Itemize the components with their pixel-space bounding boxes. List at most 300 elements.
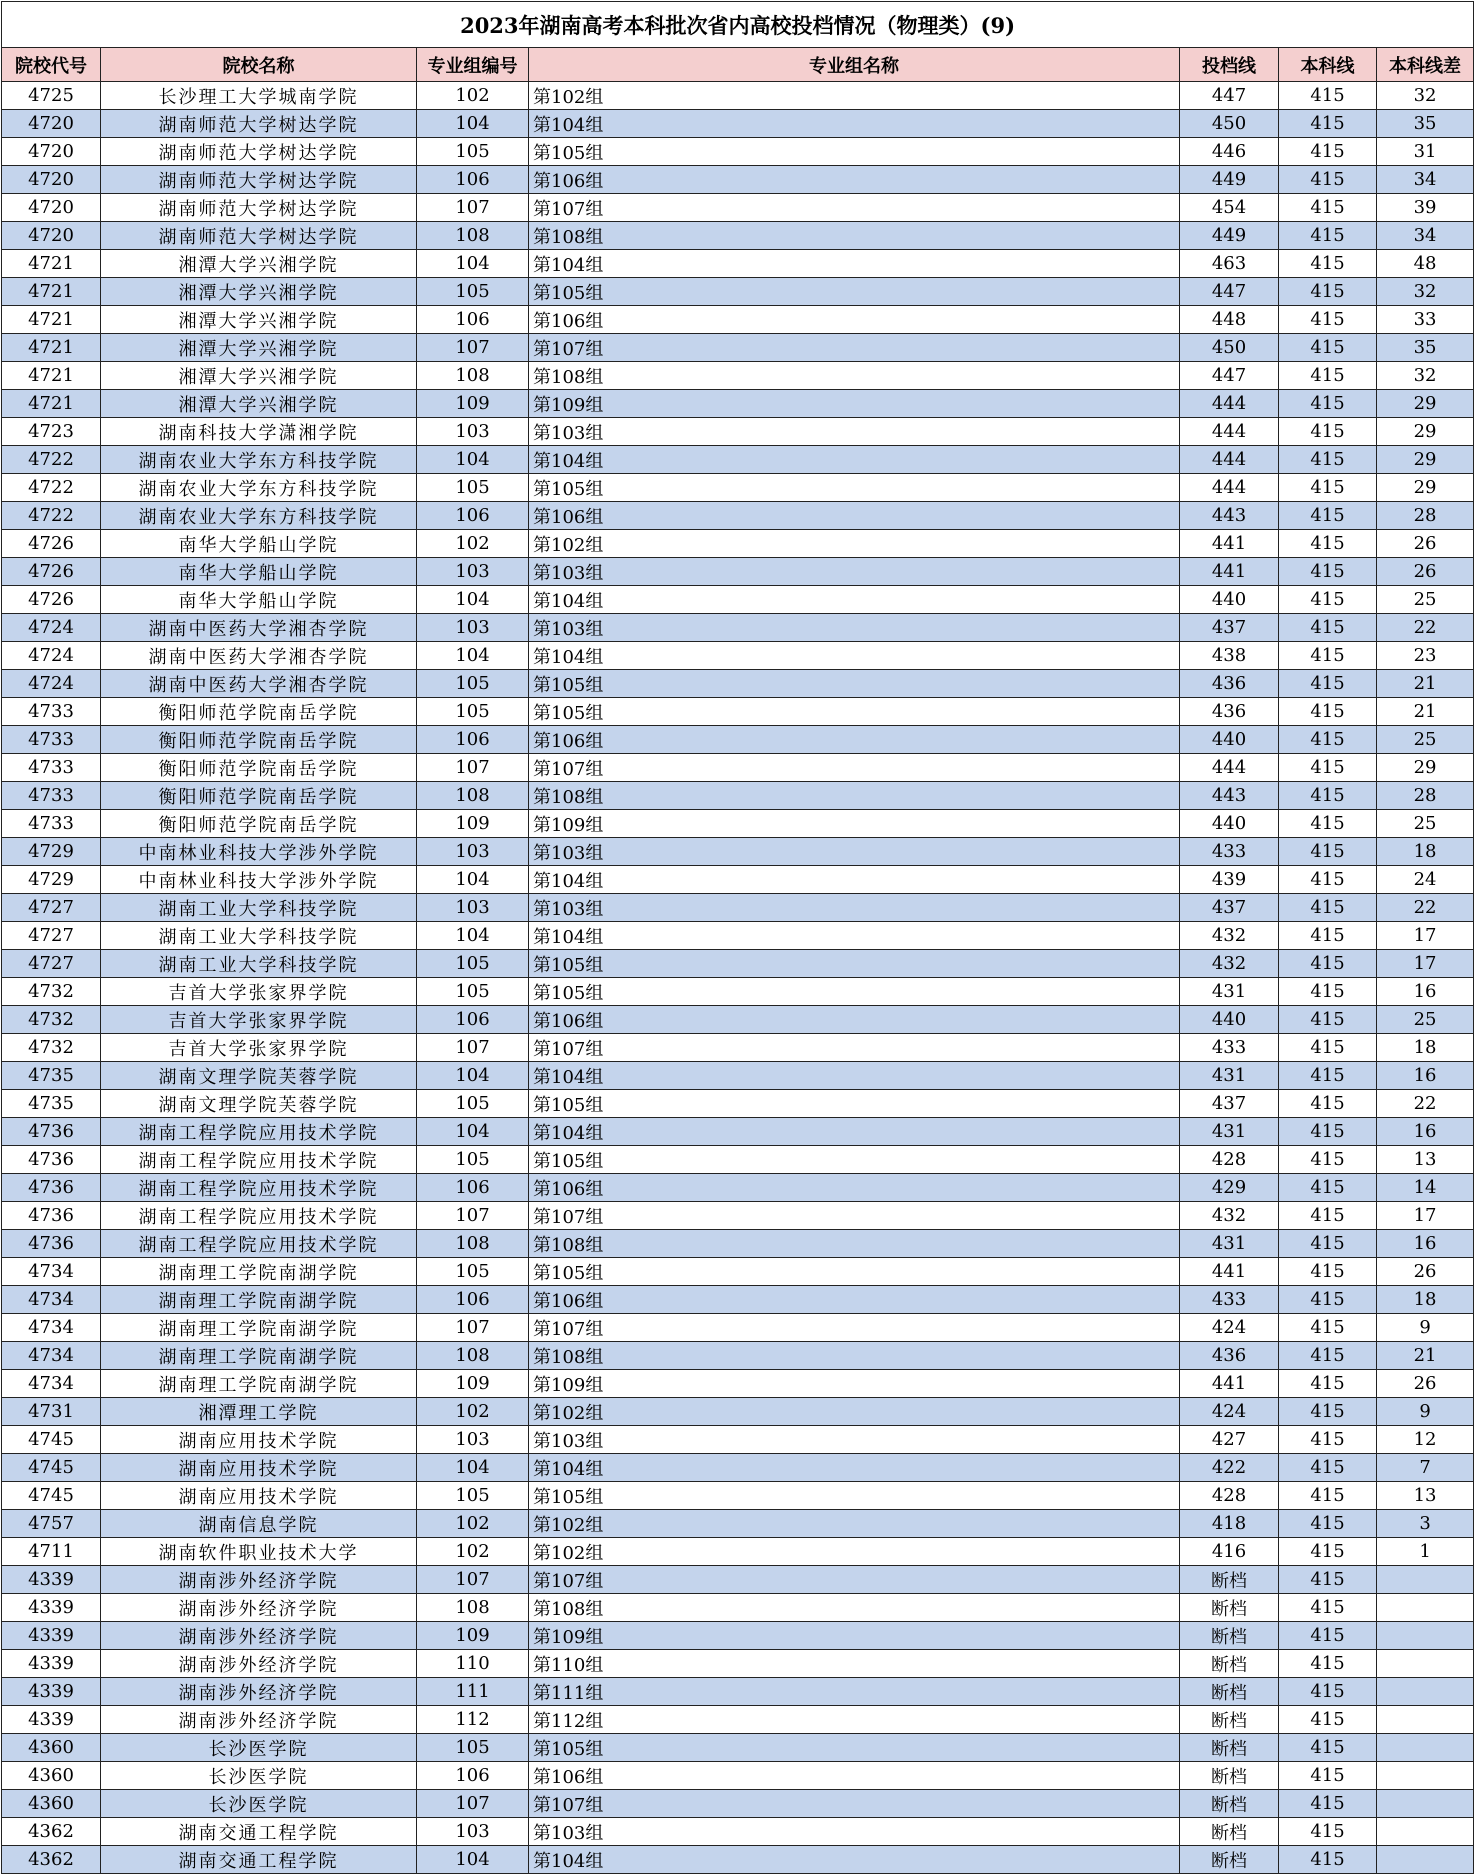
cell-school-name: 湘潭理工学院 <box>101 1398 417 1426</box>
cell-group-number: 107 <box>417 754 529 782</box>
cell-baseline-score: 415 <box>1279 362 1377 390</box>
cell-baseline-score: 415 <box>1279 894 1377 922</box>
cell-score-difference: 34 <box>1377 222 1474 250</box>
cell-group-name: 第108组 <box>529 1230 1180 1258</box>
cell-group-number: 103 <box>417 1818 529 1846</box>
cell-score-difference: 22 <box>1377 1090 1474 1118</box>
cell-group-name: 第105组 <box>529 1258 1180 1286</box>
cell-score-difference <box>1377 1566 1474 1594</box>
cell-school-name: 中南林业科技大学涉外学院 <box>101 866 417 894</box>
cell-score-difference <box>1377 1650 1474 1678</box>
cell-school-code: 4736 <box>2 1202 101 1230</box>
cell-school-name: 南华大学船山学院 <box>101 558 417 586</box>
cell-cutoff-score: 432 <box>1180 922 1279 950</box>
cell-group-number: 103 <box>417 1426 529 1454</box>
cell-cutoff-score: 断档 <box>1180 1678 1279 1706</box>
cell-cutoff-score: 447 <box>1180 82 1279 110</box>
table-row <box>2 1734 1474 1762</box>
table-row <box>2 250 1474 278</box>
cell-cutoff-score: 441 <box>1180 1258 1279 1286</box>
table-row <box>2 614 1474 642</box>
cell-baseline-score: 415 <box>1279 1286 1377 1314</box>
table-row <box>2 1090 1474 1118</box>
table-row <box>2 1006 1474 1034</box>
cell-school-name: 湖南理工学院南湖学院 <box>101 1286 417 1314</box>
cell-school-code: 4726 <box>2 586 101 614</box>
cell-group-number: 109 <box>417 1622 529 1650</box>
cell-school-name: 湖南工业大学科技学院 <box>101 894 417 922</box>
cell-baseline-score: 415 <box>1279 614 1377 642</box>
cell-baseline-score: 415 <box>1279 698 1377 726</box>
cell-school-code: 4733 <box>2 698 101 726</box>
cell-cutoff-score: 424 <box>1180 1314 1279 1342</box>
cell-school-code: 4721 <box>2 334 101 362</box>
cell-school-name: 南华大学船山学院 <box>101 586 417 614</box>
cell-score-difference: 29 <box>1377 390 1474 418</box>
table-row <box>2 530 1474 558</box>
cell-baseline-score: 415 <box>1279 922 1377 950</box>
cell-group-name: 第103组 <box>529 1426 1180 1454</box>
cell-group-name: 第111组 <box>529 1678 1180 1706</box>
cell-cutoff-score: 431 <box>1180 978 1279 1006</box>
cell-baseline-score: 415 <box>1279 1230 1377 1258</box>
cell-cutoff-score: 440 <box>1180 586 1279 614</box>
cell-school-name: 湖南中医药大学湘杏学院 <box>101 642 417 670</box>
cell-baseline-score: 415 <box>1279 1426 1377 1454</box>
cell-school-name: 湘潭大学兴湘学院 <box>101 362 417 390</box>
cell-cutoff-score: 断档 <box>1180 1566 1279 1594</box>
cell-cutoff-score: 416 <box>1180 1538 1279 1566</box>
cell-group-name: 第109组 <box>529 1370 1180 1398</box>
cell-school-name: 湖南工业大学科技学院 <box>101 922 417 950</box>
cell-score-difference <box>1377 1622 1474 1650</box>
table-row <box>2 894 1474 922</box>
cell-score-difference: 32 <box>1377 82 1474 110</box>
cell-cutoff-score: 431 <box>1180 1118 1279 1146</box>
cell-cutoff-score: 431 <box>1180 1230 1279 1258</box>
cell-group-number: 112 <box>417 1706 529 1734</box>
cell-school-code: 4339 <box>2 1566 101 1594</box>
table-row <box>2 1622 1474 1650</box>
table-row <box>2 866 1474 894</box>
cell-school-name: 湖南师范大学树达学院 <box>101 194 417 222</box>
cell-baseline-score: 415 <box>1279 138 1377 166</box>
cell-group-number: 105 <box>417 474 529 502</box>
cell-school-code: 4734 <box>2 1314 101 1342</box>
table-row <box>2 1370 1474 1398</box>
cell-baseline-score: 415 <box>1279 418 1377 446</box>
cell-group-number: 104 <box>417 1846 529 1874</box>
cell-school-code: 4732 <box>2 978 101 1006</box>
cell-baseline-score: 415 <box>1279 502 1377 530</box>
cell-group-number: 102 <box>417 530 529 558</box>
cell-school-code: 4733 <box>2 782 101 810</box>
cell-school-code: 4360 <box>2 1734 101 1762</box>
cell-score-difference: 39 <box>1377 194 1474 222</box>
cell-cutoff-score: 418 <box>1180 1510 1279 1538</box>
cell-school-name: 长沙医学院 <box>101 1790 417 1818</box>
table-row <box>2 1538 1474 1566</box>
cell-baseline-score: 415 <box>1279 110 1377 138</box>
table-row <box>2 1034 1474 1062</box>
cell-group-number: 109 <box>417 390 529 418</box>
cell-cutoff-score: 444 <box>1180 390 1279 418</box>
cell-school-code: 4720 <box>2 194 101 222</box>
cell-cutoff-score: 断档 <box>1180 1706 1279 1734</box>
cell-school-code: 4757 <box>2 1510 101 1538</box>
cell-school-name: 湖南工程学院应用技术学院 <box>101 1230 417 1258</box>
cell-school-name: 湖南涉外经济学院 <box>101 1678 417 1706</box>
cell-baseline-score: 415 <box>1279 810 1377 838</box>
cell-baseline-score: 415 <box>1279 1650 1377 1678</box>
cell-school-name: 南华大学船山学院 <box>101 530 417 558</box>
cell-group-name: 第104组 <box>529 922 1180 950</box>
table-row <box>2 1762 1474 1790</box>
cell-cutoff-score: 436 <box>1180 698 1279 726</box>
table-row <box>2 1818 1474 1846</box>
cell-group-name: 第105组 <box>529 278 1180 306</box>
cell-score-difference <box>1377 1594 1474 1622</box>
cell-baseline-score: 415 <box>1279 1202 1377 1230</box>
cell-school-code: 4732 <box>2 1034 101 1062</box>
cell-school-code: 4735 <box>2 1090 101 1118</box>
cell-group-name: 第104组 <box>529 1846 1180 1874</box>
cell-baseline-score: 415 <box>1279 1370 1377 1398</box>
table-row <box>2 782 1474 810</box>
cell-score-difference: 7 <box>1377 1454 1474 1482</box>
table-row <box>2 978 1474 1006</box>
cell-school-code: 4721 <box>2 390 101 418</box>
cell-group-number: 107 <box>417 1202 529 1230</box>
cell-group-name: 第106组 <box>529 1006 1180 1034</box>
cell-baseline-score: 415 <box>1279 1734 1377 1762</box>
table-row <box>2 110 1474 138</box>
cell-group-name: 第104组 <box>529 642 1180 670</box>
cell-school-name: 湖南文理学院芙蓉学院 <box>101 1090 417 1118</box>
cell-group-name: 第106组 <box>529 1762 1180 1790</box>
cell-school-name: 湖南师范大学树达学院 <box>101 222 417 250</box>
cell-school-code: 4726 <box>2 558 101 586</box>
cell-cutoff-score: 443 <box>1180 502 1279 530</box>
cell-cutoff-score: 444 <box>1180 754 1279 782</box>
cell-group-number: 103 <box>417 558 529 586</box>
cell-school-code: 4734 <box>2 1370 101 1398</box>
cell-cutoff-score: 断档 <box>1180 1622 1279 1650</box>
cell-cutoff-score: 441 <box>1180 1370 1279 1398</box>
cell-baseline-score: 415 <box>1279 1622 1377 1650</box>
cell-baseline-score: 415 <box>1279 1678 1377 1706</box>
cell-baseline-score: 415 <box>1279 1342 1377 1370</box>
cell-school-code: 4736 <box>2 1118 101 1146</box>
cell-school-code: 4720 <box>2 110 101 138</box>
cell-school-code: 4745 <box>2 1454 101 1482</box>
cell-school-code: 4745 <box>2 1482 101 1510</box>
cell-school-name: 湘潭大学兴湘学院 <box>101 250 417 278</box>
cell-school-code: 4339 <box>2 1594 101 1622</box>
cell-baseline-score: 415 <box>1279 334 1377 362</box>
cell-group-name: 第106组 <box>529 306 1180 334</box>
cell-cutoff-score: 447 <box>1180 362 1279 390</box>
cell-baseline-score: 415 <box>1279 82 1377 110</box>
cell-school-name: 湖南中医药大学湘杏学院 <box>101 614 417 642</box>
cell-baseline-score: 415 <box>1279 166 1377 194</box>
cell-baseline-score: 415 <box>1279 530 1377 558</box>
cell-school-name: 湖南工程学院应用技术学院 <box>101 1202 417 1230</box>
cell-group-name: 第103组 <box>529 1818 1180 1846</box>
cell-school-code: 4734 <box>2 1342 101 1370</box>
cell-score-difference: 9 <box>1377 1314 1474 1342</box>
cell-group-name: 第104组 <box>529 1062 1180 1090</box>
cell-school-name: 衡阳师范学院南岳学院 <box>101 810 417 838</box>
cell-cutoff-score: 450 <box>1180 110 1279 138</box>
cell-cutoff-score: 断档 <box>1180 1734 1279 1762</box>
cell-school-code: 4362 <box>2 1818 101 1846</box>
cell-school-name: 湖南涉外经济学院 <box>101 1706 417 1734</box>
cell-score-difference: 32 <box>1377 278 1474 306</box>
admission-table <box>1 1 1474 1874</box>
cell-group-number: 107 <box>417 1566 529 1594</box>
cell-group-number: 106 <box>417 502 529 530</box>
cell-school-name: 湖南涉外经济学院 <box>101 1650 417 1678</box>
table-row <box>2 334 1474 362</box>
cell-group-number: 105 <box>417 950 529 978</box>
cell-school-code: 4360 <box>2 1762 101 1790</box>
cell-cutoff-score: 438 <box>1180 642 1279 670</box>
cell-baseline-score: 415 <box>1279 1594 1377 1622</box>
cell-school-name: 衡阳师范学院南岳学院 <box>101 754 417 782</box>
cell-school-name: 湖南信息学院 <box>101 1510 417 1538</box>
cell-group-number: 104 <box>417 250 529 278</box>
cell-group-number: 107 <box>417 1314 529 1342</box>
cell-baseline-score: 415 <box>1279 194 1377 222</box>
cell-score-difference: 1 <box>1377 1538 1474 1566</box>
cell-cutoff-score: 断档 <box>1180 1846 1279 1874</box>
cell-group-number: 102 <box>417 1538 529 1566</box>
cell-school-code: 4721 <box>2 278 101 306</box>
cell-school-name: 湖南理工学院南湖学院 <box>101 1342 417 1370</box>
cell-cutoff-score: 449 <box>1180 166 1279 194</box>
cell-cutoff-score: 437 <box>1180 894 1279 922</box>
table-row <box>2 1678 1474 1706</box>
table-row <box>2 1482 1474 1510</box>
cell-group-number: 108 <box>417 1342 529 1370</box>
cell-score-difference: 34 <box>1377 166 1474 194</box>
cell-cutoff-score: 446 <box>1180 138 1279 166</box>
cell-school-code: 4725 <box>2 82 101 110</box>
cell-cutoff-score: 429 <box>1180 1174 1279 1202</box>
cell-baseline-score: 415 <box>1279 1006 1377 1034</box>
cell-score-difference: 21 <box>1377 670 1474 698</box>
cell-school-name: 吉首大学张家界学院 <box>101 1034 417 1062</box>
cell-group-number: 107 <box>417 1790 529 1818</box>
cell-group-name: 第105组 <box>529 950 1180 978</box>
cell-school-code: 4720 <box>2 138 101 166</box>
cell-cutoff-score: 444 <box>1180 474 1279 502</box>
cell-group-number: 105 <box>417 1734 529 1762</box>
cell-group-number: 104 <box>417 922 529 950</box>
cell-school-code: 4733 <box>2 726 101 754</box>
cell-school-code: 4732 <box>2 1006 101 1034</box>
cell-baseline-score: 415 <box>1279 586 1377 614</box>
table-row <box>2 1650 1474 1678</box>
cell-group-number: 108 <box>417 1230 529 1258</box>
header-group-number: 专业组编号 <box>417 48 529 82</box>
cell-school-name: 衡阳师范学院南岳学院 <box>101 726 417 754</box>
cell-baseline-score: 415 <box>1279 1706 1377 1734</box>
cell-score-difference: 26 <box>1377 530 1474 558</box>
cell-school-name: 湖南应用技术学院 <box>101 1454 417 1482</box>
cell-cutoff-score: 448 <box>1180 306 1279 334</box>
table-row <box>2 838 1474 866</box>
table-row <box>2 1398 1474 1426</box>
cell-baseline-score: 415 <box>1279 1482 1377 1510</box>
cell-score-difference: 16 <box>1377 978 1474 1006</box>
cell-group-name: 第105组 <box>529 670 1180 698</box>
cell-school-code: 4720 <box>2 166 101 194</box>
cell-cutoff-score: 断档 <box>1180 1594 1279 1622</box>
cell-school-code: 4734 <box>2 1286 101 1314</box>
cell-school-name: 湖南师范大学树达学院 <box>101 110 417 138</box>
cell-group-number: 102 <box>417 82 529 110</box>
cell-cutoff-score: 441 <box>1180 530 1279 558</box>
cell-score-difference: 25 <box>1377 1006 1474 1034</box>
table-row <box>2 950 1474 978</box>
cell-baseline-score: 415 <box>1279 1174 1377 1202</box>
cell-score-difference: 29 <box>1377 446 1474 474</box>
cell-cutoff-score: 427 <box>1180 1426 1279 1454</box>
cell-score-difference: 29 <box>1377 474 1474 502</box>
cell-cutoff-score: 断档 <box>1180 1790 1279 1818</box>
cell-baseline-score: 415 <box>1279 1146 1377 1174</box>
cell-score-difference: 16 <box>1377 1230 1474 1258</box>
cell-group-name: 第105组 <box>529 1482 1180 1510</box>
cell-group-name: 第107组 <box>529 1314 1180 1342</box>
cell-group-number: 105 <box>417 1146 529 1174</box>
cell-group-number: 108 <box>417 362 529 390</box>
table-row <box>2 222 1474 250</box>
cell-group-name: 第107组 <box>529 754 1180 782</box>
cell-group-number: 102 <box>417 1398 529 1426</box>
cell-score-difference: 29 <box>1377 418 1474 446</box>
cell-school-name: 衡阳师范学院南岳学院 <box>101 782 417 810</box>
cell-baseline-score: 415 <box>1279 1510 1377 1538</box>
cell-school-name: 湘潭大学兴湘学院 <box>101 390 417 418</box>
header-school-name: 院校名称 <box>101 48 417 82</box>
cell-score-difference: 21 <box>1377 1342 1474 1370</box>
cell-group-number: 111 <box>417 1678 529 1706</box>
cell-group-name: 第104组 <box>529 586 1180 614</box>
table-row <box>2 1790 1474 1818</box>
cell-school-code: 4731 <box>2 1398 101 1426</box>
cell-school-name: 湖南工程学院应用技术学院 <box>101 1146 417 1174</box>
cell-group-name: 第105组 <box>529 138 1180 166</box>
cell-school-name: 中南林业科技大学涉外学院 <box>101 838 417 866</box>
cell-group-number: 107 <box>417 334 529 362</box>
cell-group-number: 103 <box>417 838 529 866</box>
cell-score-difference: 17 <box>1377 950 1474 978</box>
table-row <box>2 810 1474 838</box>
cell-cutoff-score: 440 <box>1180 810 1279 838</box>
cell-school-code: 4726 <box>2 530 101 558</box>
cell-group-number: 105 <box>417 978 529 1006</box>
cell-score-difference: 13 <box>1377 1146 1474 1174</box>
table-row <box>2 1342 1474 1370</box>
cell-group-number: 103 <box>417 418 529 446</box>
table-row <box>2 82 1474 110</box>
cell-score-difference: 24 <box>1377 866 1474 894</box>
table-row <box>2 1174 1474 1202</box>
cell-baseline-score: 415 <box>1279 1790 1377 1818</box>
cell-group-name: 第107组 <box>529 1790 1180 1818</box>
cell-group-number: 106 <box>417 306 529 334</box>
cell-score-difference: 17 <box>1377 922 1474 950</box>
table-row <box>2 1062 1474 1090</box>
cell-school-name: 湖南工业大学科技学院 <box>101 950 417 978</box>
table-row <box>2 1118 1474 1146</box>
cell-cutoff-score: 439 <box>1180 866 1279 894</box>
cell-school-name: 长沙医学院 <box>101 1762 417 1790</box>
header-score-difference: 本科线差 <box>1377 48 1474 82</box>
cell-baseline-score: 415 <box>1279 1062 1377 1090</box>
cell-group-name: 第107组 <box>529 334 1180 362</box>
cell-group-name: 第108组 <box>529 1594 1180 1622</box>
cell-school-name: 长沙理工大学城南学院 <box>101 82 417 110</box>
cell-cutoff-score: 447 <box>1180 278 1279 306</box>
cell-baseline-score: 415 <box>1279 866 1377 894</box>
cell-score-difference <box>1377 1846 1474 1874</box>
cell-score-difference: 18 <box>1377 1286 1474 1314</box>
cell-baseline-score: 415 <box>1279 1846 1377 1874</box>
cell-cutoff-score: 449 <box>1180 222 1279 250</box>
cell-school-name: 湖南涉外经济学院 <box>101 1566 417 1594</box>
cell-group-number: 102 <box>417 1510 529 1538</box>
cell-score-difference: 13 <box>1377 1482 1474 1510</box>
cell-school-code: 4339 <box>2 1650 101 1678</box>
table-row <box>2 1594 1474 1622</box>
cell-school-name: 湖南农业大学东方科技学院 <box>101 474 417 502</box>
cell-school-code: 4724 <box>2 642 101 670</box>
cell-school-name: 湖南软件职业技术大学 <box>101 1538 417 1566</box>
cell-school-code: 4736 <box>2 1174 101 1202</box>
cell-school-name: 湖南师范大学树达学院 <box>101 166 417 194</box>
cell-baseline-score: 415 <box>1279 558 1377 586</box>
table-row <box>2 418 1474 446</box>
cell-score-difference: 25 <box>1377 810 1474 838</box>
cell-group-number: 104 <box>417 446 529 474</box>
cell-group-name: 第105组 <box>529 978 1180 1006</box>
cell-score-difference: 16 <box>1377 1062 1474 1090</box>
cell-score-difference: 14 <box>1377 1174 1474 1202</box>
cell-cutoff-score: 432 <box>1180 1202 1279 1230</box>
cell-school-code: 4745 <box>2 1426 101 1454</box>
cell-score-difference <box>1377 1818 1474 1846</box>
cell-group-name: 第112组 <box>529 1706 1180 1734</box>
cell-group-number: 108 <box>417 782 529 810</box>
cell-baseline-score: 415 <box>1279 1398 1377 1426</box>
table-row <box>2 922 1474 950</box>
cell-score-difference: 48 <box>1377 250 1474 278</box>
table-row <box>2 474 1474 502</box>
table-row <box>2 1286 1474 1314</box>
cell-group-name: 第109组 <box>529 390 1180 418</box>
cell-group-name: 第104组 <box>529 446 1180 474</box>
cell-group-name: 第107组 <box>529 1034 1180 1062</box>
table-row <box>2 1258 1474 1286</box>
cell-score-difference: 26 <box>1377 1258 1474 1286</box>
cell-baseline-score: 415 <box>1279 670 1377 698</box>
cell-score-difference <box>1377 1790 1474 1818</box>
cell-school-code: 4339 <box>2 1678 101 1706</box>
